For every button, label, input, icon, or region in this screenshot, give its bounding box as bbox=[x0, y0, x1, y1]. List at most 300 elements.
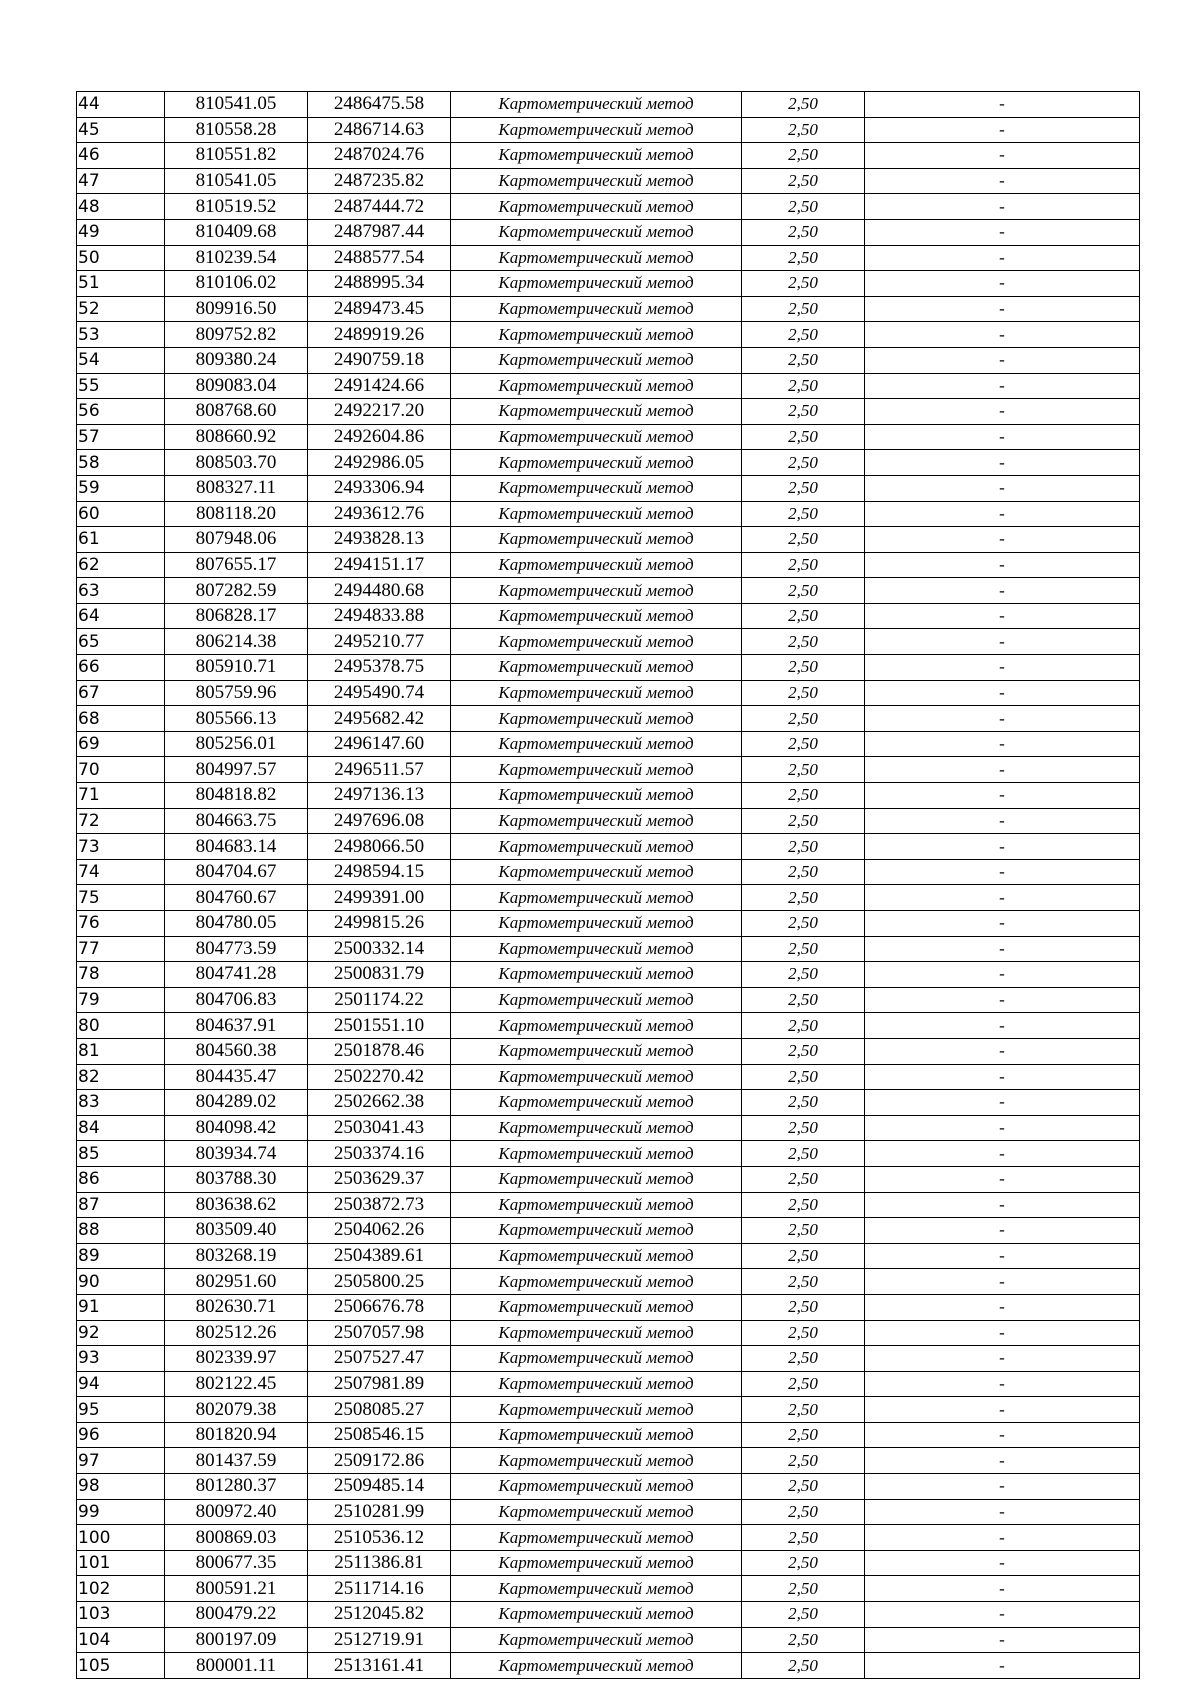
method-cell: Картометрический метод bbox=[451, 552, 742, 578]
point-number-cell: 60 bbox=[77, 501, 165, 527]
description-cell: - bbox=[865, 1397, 1140, 1423]
table-row bbox=[77, 552, 1140, 578]
point-number-cell: 74 bbox=[77, 859, 165, 885]
table-row bbox=[77, 655, 1140, 681]
point-number-cell: 90 bbox=[77, 1269, 165, 1295]
table-row bbox=[77, 1448, 1140, 1474]
x-coordinate-cell: 808503.70 bbox=[165, 450, 308, 476]
accuracy-cell: 2,50 bbox=[742, 1243, 865, 1269]
method-cell: Картометрический метод bbox=[451, 1064, 742, 1090]
accuracy-cell: 2,50 bbox=[742, 1038, 865, 1064]
y-coordinate-cell: 2504062.26 bbox=[308, 1218, 451, 1244]
x-coordinate-cell: 800869.03 bbox=[165, 1525, 308, 1551]
x-coordinate-cell: 805256.01 bbox=[165, 731, 308, 757]
description-cell: - bbox=[865, 271, 1140, 297]
point-number-cell: 61 bbox=[77, 527, 165, 553]
table-row bbox=[77, 1371, 1140, 1397]
table-row bbox=[77, 1653, 1140, 1679]
method-cell: Картометрический метод bbox=[451, 1627, 742, 1653]
method-cell: Картометрический метод bbox=[451, 987, 742, 1013]
table-row bbox=[77, 92, 1140, 118]
point-number-cell: 47 bbox=[77, 168, 165, 194]
point-number-cell: 64 bbox=[77, 603, 165, 629]
x-coordinate-cell: 800479.22 bbox=[165, 1602, 308, 1628]
accuracy-cell: 2,50 bbox=[742, 399, 865, 425]
method-cell: Картометрический метод bbox=[451, 1166, 742, 1192]
method-cell: Картометрический метод bbox=[451, 92, 742, 118]
accuracy-cell: 2,50 bbox=[742, 1320, 865, 1346]
accuracy-cell: 2,50 bbox=[742, 603, 865, 629]
table-row bbox=[77, 450, 1140, 476]
point-number-cell: 84 bbox=[77, 1115, 165, 1141]
point-number-cell: 56 bbox=[77, 399, 165, 425]
method-cell: Картометрический метод bbox=[451, 578, 742, 604]
accuracy-cell: 2,50 bbox=[742, 1346, 865, 1372]
table-row bbox=[77, 834, 1140, 860]
point-number-cell: 95 bbox=[77, 1397, 165, 1423]
table-row bbox=[77, 757, 1140, 783]
y-coordinate-cell: 2503374.16 bbox=[308, 1141, 451, 1167]
y-coordinate-cell: 2507057.98 bbox=[308, 1320, 451, 1346]
table-row bbox=[77, 911, 1140, 937]
table-row bbox=[77, 962, 1140, 988]
y-coordinate-cell: 2512719.91 bbox=[308, 1627, 451, 1653]
y-coordinate-cell: 2495210.77 bbox=[308, 629, 451, 655]
x-coordinate-cell: 803268.19 bbox=[165, 1243, 308, 1269]
method-cell: Картометрический метод bbox=[451, 399, 742, 425]
description-cell: - bbox=[865, 1192, 1140, 1218]
accuracy-cell: 2,50 bbox=[742, 168, 865, 194]
table-row bbox=[77, 1499, 1140, 1525]
method-cell: Картометрический метод bbox=[451, 194, 742, 220]
point-number-cell: 59 bbox=[77, 475, 165, 501]
accuracy-cell: 2,50 bbox=[742, 885, 865, 911]
x-coordinate-cell: 804760.67 bbox=[165, 885, 308, 911]
method-cell: Картометрический метод bbox=[451, 859, 742, 885]
y-coordinate-cell: 2510281.99 bbox=[308, 1499, 451, 1525]
accuracy-cell: 2,50 bbox=[742, 655, 865, 681]
accuracy-cell: 2,50 bbox=[742, 501, 865, 527]
x-coordinate-cell: 810541.05 bbox=[165, 92, 308, 118]
table-row bbox=[77, 1320, 1140, 1346]
description-cell: - bbox=[865, 373, 1140, 399]
point-number-cell: 78 bbox=[77, 962, 165, 988]
method-cell: Картометрический метод bbox=[451, 271, 742, 297]
accuracy-cell: 2,50 bbox=[742, 219, 865, 245]
y-coordinate-cell: 2508085.27 bbox=[308, 1397, 451, 1423]
x-coordinate-cell: 810239.54 bbox=[165, 245, 308, 271]
table-row bbox=[77, 194, 1140, 220]
x-coordinate-cell: 803934.74 bbox=[165, 1141, 308, 1167]
method-cell: Картометрический метод bbox=[451, 1090, 742, 1116]
accuracy-cell: 2,50 bbox=[742, 706, 865, 732]
description-cell: - bbox=[865, 1371, 1140, 1397]
description-cell: - bbox=[865, 1013, 1140, 1039]
description-cell: - bbox=[865, 987, 1140, 1013]
method-cell: Картометрический метод bbox=[451, 757, 742, 783]
accuracy-cell: 2,50 bbox=[742, 1064, 865, 1090]
point-number-cell: 62 bbox=[77, 552, 165, 578]
description-cell: - bbox=[865, 1474, 1140, 1500]
point-number-cell: 54 bbox=[77, 347, 165, 373]
x-coordinate-cell: 802079.38 bbox=[165, 1397, 308, 1423]
table-row bbox=[77, 322, 1140, 348]
x-coordinate-cell: 810106.02 bbox=[165, 271, 308, 297]
method-cell: Картометрический метод bbox=[451, 1576, 742, 1602]
accuracy-cell: 2,50 bbox=[742, 475, 865, 501]
point-number-cell: 77 bbox=[77, 936, 165, 962]
y-coordinate-cell: 2491424.66 bbox=[308, 373, 451, 399]
table-row bbox=[77, 1064, 1140, 1090]
method-cell: Картометрический метод bbox=[451, 911, 742, 937]
description-cell: - bbox=[865, 143, 1140, 169]
method-cell: Картометрический метод bbox=[451, 1038, 742, 1064]
y-coordinate-cell: 2498594.15 bbox=[308, 859, 451, 885]
description-cell: - bbox=[865, 501, 1140, 527]
y-coordinate-cell: 2487235.82 bbox=[308, 168, 451, 194]
table-row bbox=[77, 1422, 1140, 1448]
x-coordinate-cell: 804741.28 bbox=[165, 962, 308, 988]
y-coordinate-cell: 2493306.94 bbox=[308, 475, 451, 501]
y-coordinate-cell: 2501878.46 bbox=[308, 1038, 451, 1064]
description-cell: - bbox=[865, 1218, 1140, 1244]
x-coordinate-cell: 805759.96 bbox=[165, 680, 308, 706]
x-coordinate-cell: 802630.71 bbox=[165, 1294, 308, 1320]
method-cell: Картометрический метод bbox=[451, 143, 742, 169]
x-coordinate-cell: 810558.28 bbox=[165, 117, 308, 143]
accuracy-cell: 2,50 bbox=[742, 552, 865, 578]
point-number-cell: 83 bbox=[77, 1090, 165, 1116]
method-cell: Картометрический метод bbox=[451, 1474, 742, 1500]
point-number-cell: 92 bbox=[77, 1320, 165, 1346]
y-coordinate-cell: 2511714.16 bbox=[308, 1576, 451, 1602]
y-coordinate-cell: 2487024.76 bbox=[308, 143, 451, 169]
point-number-cell: 103 bbox=[77, 1602, 165, 1628]
x-coordinate-cell: 802951.60 bbox=[165, 1269, 308, 1295]
description-cell: - bbox=[865, 1141, 1140, 1167]
description-cell: - bbox=[865, 885, 1140, 911]
description-cell: - bbox=[865, 962, 1140, 988]
method-cell: Картометрический метод bbox=[451, 1371, 742, 1397]
table-row bbox=[77, 271, 1140, 297]
point-number-cell: 73 bbox=[77, 834, 165, 860]
point-number-cell: 100 bbox=[77, 1525, 165, 1551]
accuracy-cell: 2,50 bbox=[742, 1192, 865, 1218]
accuracy-cell: 2,50 bbox=[742, 1294, 865, 1320]
method-cell: Картометрический метод bbox=[451, 783, 742, 809]
x-coordinate-cell: 807282.59 bbox=[165, 578, 308, 604]
y-coordinate-cell: 2489473.45 bbox=[308, 296, 451, 322]
accuracy-cell: 2,50 bbox=[742, 1550, 865, 1576]
method-cell: Картометрический метод bbox=[451, 936, 742, 962]
point-number-cell: 102 bbox=[77, 1576, 165, 1602]
y-coordinate-cell: 2488577.54 bbox=[308, 245, 451, 271]
y-coordinate-cell: 2505800.25 bbox=[308, 1269, 451, 1295]
point-number-cell: 86 bbox=[77, 1166, 165, 1192]
table-row bbox=[77, 808, 1140, 834]
y-coordinate-cell: 2504389.61 bbox=[308, 1243, 451, 1269]
x-coordinate-cell: 810551.82 bbox=[165, 143, 308, 169]
table-row bbox=[77, 1576, 1140, 1602]
x-coordinate-cell: 806828.17 bbox=[165, 603, 308, 629]
point-number-cell: 72 bbox=[77, 808, 165, 834]
method-cell: Картометрический метод bbox=[451, 1397, 742, 1423]
y-coordinate-cell: 2513161.41 bbox=[308, 1653, 451, 1679]
x-coordinate-cell: 808327.11 bbox=[165, 475, 308, 501]
x-coordinate-cell: 804663.75 bbox=[165, 808, 308, 834]
method-cell: Картометрический метод bbox=[451, 680, 742, 706]
description-cell: - bbox=[865, 629, 1140, 655]
accuracy-cell: 2,50 bbox=[742, 1525, 865, 1551]
table-row bbox=[77, 143, 1140, 169]
x-coordinate-cell: 800972.40 bbox=[165, 1499, 308, 1525]
description-cell: - bbox=[865, 245, 1140, 271]
accuracy-cell: 2,50 bbox=[742, 1090, 865, 1116]
x-coordinate-cell: 805910.71 bbox=[165, 655, 308, 681]
description-cell: - bbox=[865, 450, 1140, 476]
table-row bbox=[77, 936, 1140, 962]
description-cell: - bbox=[865, 1525, 1140, 1551]
point-number-cell: 50 bbox=[77, 245, 165, 271]
method-cell: Картометрический метод bbox=[451, 1141, 742, 1167]
description-cell: - bbox=[865, 552, 1140, 578]
point-number-cell: 46 bbox=[77, 143, 165, 169]
x-coordinate-cell: 807948.06 bbox=[165, 527, 308, 553]
description-cell: - bbox=[865, 680, 1140, 706]
x-coordinate-cell: 804560.38 bbox=[165, 1038, 308, 1064]
method-cell: Картометрический метод bbox=[451, 1550, 742, 1576]
x-coordinate-cell: 804773.59 bbox=[165, 936, 308, 962]
point-number-cell: 89 bbox=[77, 1243, 165, 1269]
y-coordinate-cell: 2493612.76 bbox=[308, 501, 451, 527]
point-number-cell: 104 bbox=[77, 1627, 165, 1653]
table-row bbox=[77, 680, 1140, 706]
y-coordinate-cell: 2508546.15 bbox=[308, 1422, 451, 1448]
method-cell: Картометрический метод bbox=[451, 1653, 742, 1679]
description-cell: - bbox=[865, 219, 1140, 245]
description-cell: - bbox=[865, 296, 1140, 322]
table-row bbox=[77, 1346, 1140, 1372]
table-row bbox=[77, 373, 1140, 399]
method-cell: Картометрический метод bbox=[451, 834, 742, 860]
x-coordinate-cell: 802122.45 bbox=[165, 1371, 308, 1397]
accuracy-cell: 2,50 bbox=[742, 757, 865, 783]
accuracy-cell: 2,50 bbox=[742, 1371, 865, 1397]
table-row bbox=[77, 603, 1140, 629]
x-coordinate-cell: 804818.82 bbox=[165, 783, 308, 809]
point-number-cell: 82 bbox=[77, 1064, 165, 1090]
table-row bbox=[77, 1038, 1140, 1064]
point-number-cell: 66 bbox=[77, 655, 165, 681]
table-row bbox=[77, 1294, 1140, 1320]
table-row bbox=[77, 347, 1140, 373]
description-cell: - bbox=[865, 1115, 1140, 1141]
table-row bbox=[77, 168, 1140, 194]
method-cell: Картометрический метод bbox=[451, 1448, 742, 1474]
point-number-cell: 101 bbox=[77, 1550, 165, 1576]
point-number-cell: 93 bbox=[77, 1346, 165, 1372]
x-coordinate-cell: 804098.42 bbox=[165, 1115, 308, 1141]
method-cell: Картометрический метод bbox=[451, 1294, 742, 1320]
point-number-cell: 70 bbox=[77, 757, 165, 783]
method-cell: Картометрический метод bbox=[451, 1218, 742, 1244]
point-number-cell: 52 bbox=[77, 296, 165, 322]
description-cell: - bbox=[865, 911, 1140, 937]
accuracy-cell: 2,50 bbox=[742, 1499, 865, 1525]
method-cell: Картометрический метод bbox=[451, 1346, 742, 1372]
accuracy-cell: 2,50 bbox=[742, 1115, 865, 1141]
accuracy-cell: 2,50 bbox=[742, 1602, 865, 1628]
description-cell: - bbox=[865, 399, 1140, 425]
y-coordinate-cell: 2510536.12 bbox=[308, 1525, 451, 1551]
y-coordinate-cell: 2503041.43 bbox=[308, 1115, 451, 1141]
y-coordinate-cell: 2496147.60 bbox=[308, 731, 451, 757]
description-cell: - bbox=[865, 731, 1140, 757]
description-cell: - bbox=[865, 92, 1140, 118]
point-number-cell: 91 bbox=[77, 1294, 165, 1320]
description-cell: - bbox=[865, 1550, 1140, 1576]
method-cell: Картометрический метод bbox=[451, 1192, 742, 1218]
accuracy-cell: 2,50 bbox=[742, 808, 865, 834]
description-cell: - bbox=[865, 1064, 1140, 1090]
point-number-cell: 99 bbox=[77, 1499, 165, 1525]
description-cell: - bbox=[865, 1627, 1140, 1653]
x-coordinate-cell: 804780.05 bbox=[165, 911, 308, 937]
accuracy-cell: 2,50 bbox=[742, 1397, 865, 1423]
x-coordinate-cell: 810541.05 bbox=[165, 168, 308, 194]
x-coordinate-cell: 800197.09 bbox=[165, 1627, 308, 1653]
accuracy-cell: 2,50 bbox=[742, 731, 865, 757]
y-coordinate-cell: 2502270.42 bbox=[308, 1064, 451, 1090]
description-cell: - bbox=[865, 1243, 1140, 1269]
method-cell: Картометрический метод bbox=[451, 1269, 742, 1295]
accuracy-cell: 2,50 bbox=[742, 322, 865, 348]
point-number-cell: 51 bbox=[77, 271, 165, 297]
table-row bbox=[77, 1602, 1140, 1628]
x-coordinate-cell: 801820.94 bbox=[165, 1422, 308, 1448]
method-cell: Картометрический метод bbox=[451, 1115, 742, 1141]
method-cell: Картометрический метод bbox=[451, 885, 742, 911]
description-cell: - bbox=[865, 1346, 1140, 1372]
x-coordinate-cell: 804289.02 bbox=[165, 1090, 308, 1116]
table-row bbox=[77, 629, 1140, 655]
y-coordinate-cell: 2501551.10 bbox=[308, 1013, 451, 1039]
description-cell: - bbox=[865, 117, 1140, 143]
method-cell: Картометрический метод bbox=[451, 527, 742, 553]
description-cell: - bbox=[865, 1166, 1140, 1192]
y-coordinate-cell: 2494151.17 bbox=[308, 552, 451, 578]
method-cell: Картометрический метод bbox=[451, 1602, 742, 1628]
point-number-cell: 53 bbox=[77, 322, 165, 348]
description-cell: - bbox=[865, 655, 1140, 681]
point-number-cell: 44 bbox=[77, 92, 165, 118]
accuracy-cell: 2,50 bbox=[742, 1269, 865, 1295]
method-cell: Картометрический метод bbox=[451, 245, 742, 271]
point-number-cell: 55 bbox=[77, 373, 165, 399]
method-cell: Картометрический метод bbox=[451, 629, 742, 655]
table-row bbox=[77, 1627, 1140, 1653]
accuracy-cell: 2,50 bbox=[742, 629, 865, 655]
accuracy-cell: 2,50 bbox=[742, 117, 865, 143]
table-row bbox=[77, 783, 1140, 809]
point-number-cell: 81 bbox=[77, 1038, 165, 1064]
point-number-cell: 105 bbox=[77, 1653, 165, 1679]
accuracy-cell: 2,50 bbox=[742, 1448, 865, 1474]
description-cell: - bbox=[865, 1448, 1140, 1474]
y-coordinate-cell: 2507527.47 bbox=[308, 1346, 451, 1372]
x-coordinate-cell: 803509.40 bbox=[165, 1218, 308, 1244]
table-row bbox=[77, 1141, 1140, 1167]
table-row bbox=[77, 987, 1140, 1013]
x-coordinate-cell: 810409.68 bbox=[165, 219, 308, 245]
x-coordinate-cell: 808768.60 bbox=[165, 399, 308, 425]
x-coordinate-cell: 807655.17 bbox=[165, 552, 308, 578]
method-cell: Картометрический метод bbox=[451, 475, 742, 501]
method-cell: Картометрический метод bbox=[451, 322, 742, 348]
accuracy-cell: 2,50 bbox=[742, 1422, 865, 1448]
y-coordinate-cell: 2500831.79 bbox=[308, 962, 451, 988]
y-coordinate-cell: 2499391.00 bbox=[308, 885, 451, 911]
point-number-cell: 94 bbox=[77, 1371, 165, 1397]
description-cell: - bbox=[865, 1499, 1140, 1525]
method-cell: Картометрический метод bbox=[451, 168, 742, 194]
x-coordinate-cell: 800001.11 bbox=[165, 1653, 308, 1679]
method-cell: Картометрический метод bbox=[451, 1013, 742, 1039]
method-cell: Картометрический метод bbox=[451, 219, 742, 245]
table-row bbox=[77, 1474, 1140, 1500]
y-coordinate-cell: 2488995.34 bbox=[308, 271, 451, 297]
table-row bbox=[77, 399, 1140, 425]
method-cell: Картометрический метод bbox=[451, 731, 742, 757]
accuracy-cell: 2,50 bbox=[742, 578, 865, 604]
accuracy-cell: 2,50 bbox=[742, 680, 865, 706]
y-coordinate-cell: 2506676.78 bbox=[308, 1294, 451, 1320]
table-row bbox=[77, 117, 1140, 143]
x-coordinate-cell: 801437.59 bbox=[165, 1448, 308, 1474]
x-coordinate-cell: 806214.38 bbox=[165, 629, 308, 655]
table-row bbox=[77, 1013, 1140, 1039]
point-number-cell: 49 bbox=[77, 219, 165, 245]
accuracy-cell: 2,50 bbox=[742, 373, 865, 399]
x-coordinate-cell: 809083.04 bbox=[165, 373, 308, 399]
method-cell: Картометрический метод bbox=[451, 962, 742, 988]
method-cell: Картометрический метод bbox=[451, 706, 742, 732]
y-coordinate-cell: 2486475.58 bbox=[308, 92, 451, 118]
description-cell: - bbox=[865, 1422, 1140, 1448]
description-cell: - bbox=[865, 1320, 1140, 1346]
y-coordinate-cell: 2493828.13 bbox=[308, 527, 451, 553]
accuracy-cell: 2,50 bbox=[742, 347, 865, 373]
table-row bbox=[77, 706, 1140, 732]
method-cell: Картометрический метод bbox=[451, 1499, 742, 1525]
accuracy-cell: 2,50 bbox=[742, 1218, 865, 1244]
table-row bbox=[77, 1166, 1140, 1192]
point-number-cell: 57 bbox=[77, 424, 165, 450]
accuracy-cell: 2,50 bbox=[742, 194, 865, 220]
accuracy-cell: 2,50 bbox=[742, 245, 865, 271]
point-number-cell: 80 bbox=[77, 1013, 165, 1039]
point-number-cell: 45 bbox=[77, 117, 165, 143]
x-coordinate-cell: 809752.82 bbox=[165, 322, 308, 348]
table-row bbox=[77, 424, 1140, 450]
method-cell: Картометрический метод bbox=[451, 424, 742, 450]
y-coordinate-cell: 2498066.50 bbox=[308, 834, 451, 860]
y-coordinate-cell: 2509485.14 bbox=[308, 1474, 451, 1500]
y-coordinate-cell: 2495490.74 bbox=[308, 680, 451, 706]
table-row bbox=[77, 578, 1140, 604]
y-coordinate-cell: 2490759.18 bbox=[308, 347, 451, 373]
description-cell: - bbox=[865, 1038, 1140, 1064]
